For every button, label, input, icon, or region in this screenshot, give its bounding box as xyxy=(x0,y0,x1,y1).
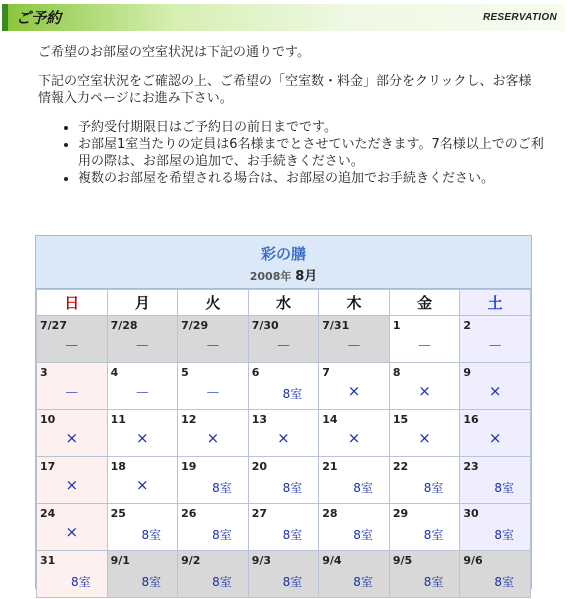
calendar-day-cell[interactable] xyxy=(248,457,319,504)
intro-text-1: ご希望のお部屋の空室状況は下記の通りです。 xyxy=(38,45,310,60)
note-item: • 複数のお部屋を希望される場合は、お部屋の追加でお手続きください。 xyxy=(78,170,548,187)
day-number: 1 xyxy=(392,319,401,332)
calendar-title: 彩の膳 xyxy=(260,245,306,263)
day-number: 7/30 xyxy=(251,319,279,332)
availability-status: × xyxy=(206,429,220,447)
note-item: • 予約受付期限日はご予約日の前日までです。 xyxy=(78,119,548,136)
rooms-available-link[interactable]: 8室 xyxy=(282,481,303,495)
availability-status: × xyxy=(347,429,361,447)
calendar-day-cell[interactable] xyxy=(389,504,460,551)
calendar-day-cell xyxy=(107,410,178,457)
intro-text-2: 下記の空室状況をご確認の上、ご希望の「空室数・料金」部分をクリックし、お客様情報入力ページにお進み下さい。 xyxy=(38,74,532,106)
calendar-day-cell[interactable] xyxy=(389,551,460,598)
section-title: ご予約 xyxy=(16,9,62,27)
calendar-day-cell[interactable] xyxy=(178,504,249,551)
rooms-available-link[interactable]: 8室 xyxy=(494,528,514,542)
calendar-day-cell xyxy=(178,316,249,363)
calendar-month xyxy=(36,265,531,284)
calendar-day-cell xyxy=(37,457,108,504)
availability-status: × xyxy=(65,476,79,494)
availability-status: － xyxy=(134,384,150,402)
calendar-year: 2008年 xyxy=(249,270,292,283)
calendar-week-row xyxy=(37,504,531,551)
rooms-available-link[interactable]: 8室 xyxy=(282,528,303,542)
calendar-day-cell xyxy=(107,363,178,410)
rooms-available-link[interactable]: 8室 xyxy=(494,481,514,495)
rooms-available-link[interactable]: 8室 xyxy=(423,528,444,542)
availability-status: － xyxy=(64,337,80,355)
availability-status: × xyxy=(488,382,502,400)
note-item: • お部屋1室当たりの定員は6名様までとさせていただきます。7名様以上でのご利用の際は、お部屋の追加で、お手続きください。 xyxy=(78,136,548,170)
calendar-day-cell xyxy=(107,457,178,504)
day-number: 26 xyxy=(181,507,197,520)
day-number: 9/2 xyxy=(181,554,201,567)
availability-status: － xyxy=(417,337,433,355)
day-number: 8 xyxy=(392,366,401,379)
calendar-day-cell xyxy=(460,363,531,410)
day-number: 9/1 xyxy=(110,554,130,567)
day-number: 22 xyxy=(392,460,409,473)
rooms-available-link[interactable]: 8室 xyxy=(282,575,303,589)
day-number: 12 xyxy=(181,413,197,426)
availability-status: － xyxy=(487,337,503,355)
day-number: 29 xyxy=(392,507,409,520)
day-number: 9 xyxy=(463,366,472,379)
calendar-day-cell xyxy=(248,316,319,363)
calendar-day-cell xyxy=(178,363,249,410)
availability-status: × xyxy=(488,429,502,447)
calendar-day-cell xyxy=(248,410,319,457)
day-number: 30 xyxy=(463,507,479,520)
calendar-day-cell[interactable] xyxy=(178,551,249,598)
calendar-day-cell[interactable] xyxy=(178,457,249,504)
day-number: 31 xyxy=(40,554,56,567)
calendar-day-cell xyxy=(37,363,108,410)
day-number: 13 xyxy=(251,413,267,426)
day-number: 15 xyxy=(392,413,409,426)
calendar-header xyxy=(36,236,531,289)
calendar-day-cell[interactable] xyxy=(248,504,319,551)
day-number: 4 xyxy=(110,366,119,379)
section-subtitle: RESERVATION xyxy=(482,12,557,23)
calendar-day-cell xyxy=(107,316,178,363)
calendar-day-cell xyxy=(319,410,390,457)
rooms-available-link[interactable]: 8室 xyxy=(423,481,444,495)
calendar-day-cell xyxy=(389,363,460,410)
rooms-available-link[interactable]: 8室 xyxy=(282,387,303,401)
day-number: 7/28 xyxy=(110,319,138,332)
rooms-available-link[interactable]: 8室 xyxy=(212,528,232,542)
availability-status: － xyxy=(205,384,221,402)
weekday-header: 火 xyxy=(178,290,249,316)
weekday-header: 水 xyxy=(248,290,319,316)
day-number: 6 xyxy=(251,366,260,379)
availability-status: × xyxy=(418,429,431,447)
availability-status: × xyxy=(136,476,149,494)
weekday-header: 木 xyxy=(319,290,390,316)
day-number: 5 xyxy=(181,366,189,379)
availability-status: × xyxy=(418,382,431,400)
rooms-available-link[interactable]: 8室 xyxy=(141,528,162,542)
calendar-day-cell[interactable] xyxy=(460,457,531,504)
availability-status: × xyxy=(277,429,290,447)
availability-status: － xyxy=(346,337,362,355)
calendar-day-cell[interactable] xyxy=(460,504,531,551)
calendar-day-cell xyxy=(178,410,249,457)
day-number: 20 xyxy=(251,460,267,473)
calendar-week-row xyxy=(37,551,531,598)
calendar-day-cell[interactable] xyxy=(248,363,319,410)
calendar-month-label: 8月 xyxy=(295,269,318,284)
calendar-day-cell xyxy=(460,316,531,363)
availability-status: × xyxy=(65,429,79,447)
day-number: 21 xyxy=(322,460,338,473)
calendar-day-cell xyxy=(389,316,460,363)
day-number: 24 xyxy=(40,507,56,520)
calendar-day-cell xyxy=(319,363,390,410)
calendar-day-cell[interactable] xyxy=(107,504,178,551)
calendar-day-cell[interactable] xyxy=(319,551,390,598)
rooms-available-link[interactable]: 8室 xyxy=(70,575,91,589)
rooms-available-link[interactable]: 8室 xyxy=(212,481,232,495)
day-number: 18 xyxy=(110,460,126,473)
rooms-available-link[interactable]: 8室 xyxy=(141,575,162,589)
rooms-available-link[interactable]: 8室 xyxy=(353,575,373,589)
calendar-day-cell xyxy=(460,410,531,457)
availability-status: × xyxy=(347,382,361,400)
calendar-day-cell[interactable] xyxy=(389,457,460,504)
weekday-header: 金 xyxy=(389,290,460,316)
calendar-day-cell[interactable] xyxy=(460,551,531,598)
calendar-week-row xyxy=(37,316,531,363)
rooms-available-link[interactable]: 8室 xyxy=(212,575,232,589)
day-number: 7/27 xyxy=(40,319,67,332)
availability-status: － xyxy=(205,337,221,355)
calendar-week-row xyxy=(37,457,531,504)
availability-status: × xyxy=(136,429,149,447)
day-number: 10 xyxy=(40,413,56,426)
notes-list xyxy=(58,119,548,187)
availability-calendar xyxy=(35,235,532,589)
day-number: 14 xyxy=(322,413,338,426)
availability-status: × xyxy=(65,523,79,541)
calendar-day-cell xyxy=(37,316,108,363)
day-number: 11 xyxy=(110,413,126,426)
calendar-day-cell xyxy=(389,410,460,457)
day-number: 9/5 xyxy=(392,554,413,567)
calendar-day-cell[interactable] xyxy=(37,551,108,598)
calendar-day-cell[interactable] xyxy=(107,551,178,598)
availability-status: － xyxy=(64,384,80,402)
day-number: 9/4 xyxy=(322,554,342,567)
rooms-available-link[interactable]: 8室 xyxy=(423,575,444,589)
day-number: 7 xyxy=(322,366,330,379)
availability-status: － xyxy=(134,337,150,355)
calendar-day-cell xyxy=(37,410,108,457)
day-number: 17 xyxy=(40,460,56,473)
weekday-header: 月 xyxy=(107,290,178,316)
calendar-day-cell[interactable] xyxy=(248,551,319,598)
day-number: 2 xyxy=(463,319,472,332)
calendar-week-row xyxy=(37,363,531,410)
day-number: 19 xyxy=(181,460,197,473)
day-number: 27 xyxy=(251,507,267,520)
day-number: 16 xyxy=(463,413,479,426)
calendar-day-cell xyxy=(319,316,390,363)
day-number: 7/31 xyxy=(322,319,350,332)
calendar-day-cell[interactable] xyxy=(319,504,390,551)
rooms-available-link[interactable]: 8室 xyxy=(353,481,373,495)
rooms-available-link[interactable]: 8室 xyxy=(353,528,373,542)
day-number: 25 xyxy=(110,507,126,520)
day-number: 9/3 xyxy=(251,554,272,567)
calendar-day-cell[interactable] xyxy=(319,457,390,504)
day-number: 3 xyxy=(40,366,48,379)
availability-status: － xyxy=(275,337,291,355)
day-number: 28 xyxy=(322,507,338,520)
section-header xyxy=(2,4,565,31)
day-number: 9/6 xyxy=(463,554,483,567)
weekday-header: 日 xyxy=(37,290,108,316)
day-number: 23 xyxy=(463,460,479,473)
calendar-week-row xyxy=(37,410,531,457)
rooms-available-link[interactable]: 8室 xyxy=(494,575,514,589)
calendar-grid xyxy=(36,289,531,598)
weekday-header: 土 xyxy=(460,290,531,316)
day-number: 7/29 xyxy=(181,319,209,332)
calendar-day-cell xyxy=(37,504,108,551)
